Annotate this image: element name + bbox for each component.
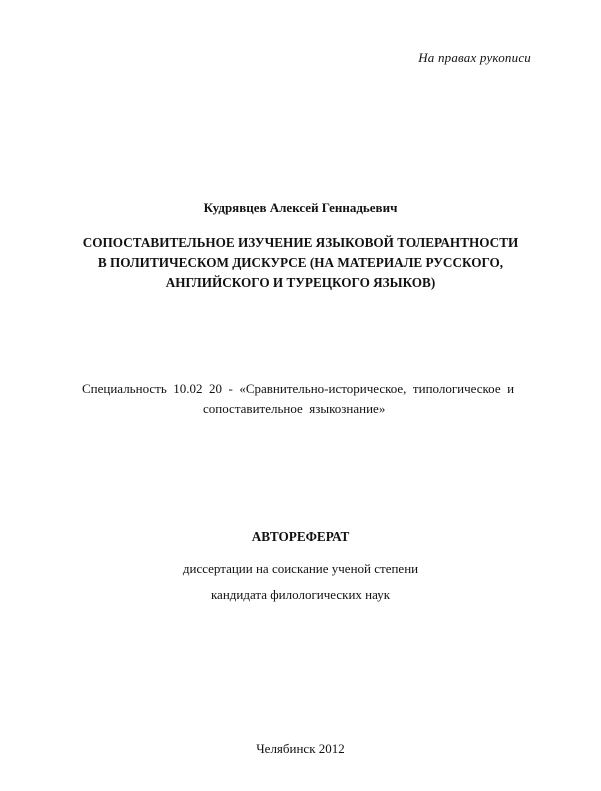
rights-note: На правах рукописи xyxy=(418,50,531,65)
dissertation-title xyxy=(0,233,601,293)
abstract-line: кандидата филологических наук xyxy=(210,587,391,602)
specialty-line: Специальность 10.02 20 - «Сравнительно-историческое, типологическое и xyxy=(82,381,515,396)
specialty-line: сопоставительное языкознание» xyxy=(203,401,386,416)
author-name: Кудрявцев Алексей Геннадьевич xyxy=(203,200,398,215)
title-line: СОПОСТАВИТЕЛЬНОЕ ИЗУЧЕНИЕ ЯЗЫКОВОЙ ТОЛЕРАНТНОСТИ xyxy=(82,235,519,250)
abstract-description xyxy=(0,556,601,608)
city-year: Челябинск 2012 xyxy=(256,741,345,756)
abstract-heading: АВТОРЕФЕРАТ xyxy=(251,529,350,544)
title-line: В ПОЛИТИЧЕСКОМ ДИСКУРСЕ (НА МАТЕРИАЛЕ РУССКОГО, xyxy=(97,255,504,270)
title-line: АНГЛИЙСКОГО И ТУРЕЦКОГО ЯЗЫКОВ) xyxy=(165,275,436,290)
abstract-line: диссертации на соискание ученой степени xyxy=(182,561,419,576)
specialty-block xyxy=(82,379,532,419)
